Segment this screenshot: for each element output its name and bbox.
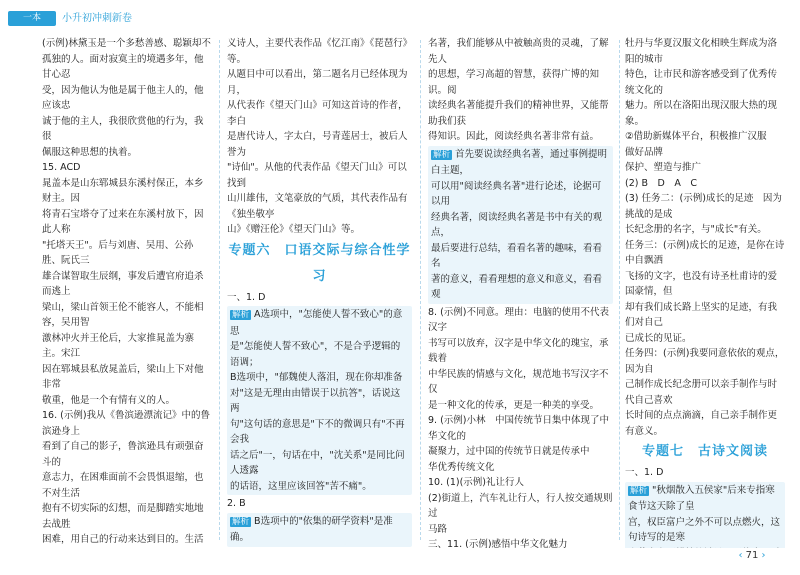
answer-text: 抱有不切实际的幻想，而是脚踏实地地去战胜 <box>42 503 204 530</box>
answer-line <box>428 460 613 476</box>
answer-text: 却有我们成长路上坚实的足迹，有我们对自己 <box>625 301 778 328</box>
note-line <box>431 179 610 210</box>
answer-text: 因在郓城县私放晁盖后，梁山上下对他非常 <box>42 363 204 390</box>
answer-text: 激林冲火并王伦后，大家推晁盖为寨主。宋江 <box>42 332 195 359</box>
note-text: "秋烟散入五侯家"后来专指寒食节这天除了皇 <box>628 484 775 512</box>
text-line: 名著，我们能够从中被触高贵的灵魂，了解先人 <box>428 38 609 65</box>
answer-line <box>625 408 785 439</box>
answer-line <box>42 160 212 176</box>
answer-line <box>428 413 613 444</box>
text-line: 是唐代诗人，字太白，号青莲居士，被后人誉为 <box>227 131 408 158</box>
note-line <box>431 210 610 241</box>
analysis-note <box>227 513 412 547</box>
text-line: 牡丹与华夏汉服文化相映生辉成为洛阳的城市 <box>625 38 778 65</box>
note-line <box>230 339 409 370</box>
answer-line <box>625 191 785 222</box>
answer-line <box>625 465 785 481</box>
note-text: 宫，权臣富户之外不可以点燃火，这句诗写的是寒 <box>628 516 781 543</box>
section-heading: 专题七 古诗文阅读 <box>641 444 768 459</box>
answer-line <box>42 501 212 532</box>
note-line <box>230 307 409 339</box>
note-text: 可以用"阅读经典名著"进行论述，论据可以用 <box>431 180 602 207</box>
text-line: 诚于他的主人，我很欣赏他的行为，我很 <box>42 115 204 142</box>
note-line <box>431 272 610 303</box>
answer-text: B D A C <box>641 177 697 189</box>
answer-column-2 <box>227 36 412 548</box>
note-line <box>230 479 409 495</box>
note-text: 最后要进行总结，看看名著的趣味，看看名 <box>431 242 603 269</box>
analysis-tag: 解析 <box>232 516 250 527</box>
answer-text: 雄合谋智取生辰纲，事发后遭官府追杀而逃上 <box>42 270 204 297</box>
answer-text: 困难，用自己的行动来达到目的。生活 <box>42 534 204 545</box>
answer-text: 飞扬的文字，也没有诗圣杜甫诗的爱国豪情，但 <box>625 270 778 297</box>
answer-line <box>42 470 212 501</box>
note-line <box>230 386 409 417</box>
note-line <box>230 417 409 448</box>
answer-line <box>625 222 785 238</box>
answer-text: 书写可以放弃，汉字是中华文化的瑰宝，承载着 <box>428 337 609 364</box>
answer-line <box>42 331 212 362</box>
column-divider <box>619 40 620 540</box>
answer-text: 任务四：(示例)我要同意依依的观点，因为自 <box>625 348 785 375</box>
question-number: 一、1. <box>625 467 657 478</box>
question-number: 三、11. <box>428 539 466 548</box>
answer-text: 意志力，在困难面前不会畏惧退缩，也不对生活 <box>42 472 204 499</box>
answer-line <box>625 238 785 269</box>
answer-text: (示例)我从《鲁滨逊漂流记》中的鲁滨逊身上 <box>42 410 211 437</box>
answer-line <box>42 207 212 238</box>
note-line <box>230 514 409 546</box>
answer-line <box>42 362 212 393</box>
note-text: 话之后"一，句话在中，"沈关系"是同比问人透露 <box>230 449 405 476</box>
answer-line <box>428 475 613 491</box>
note-text: A选项中，"怎能使人誓不致心"的意思 <box>230 309 403 337</box>
answer-column-4 <box>625 36 785 548</box>
question-number: 10. <box>428 477 447 488</box>
answer-line <box>428 336 613 367</box>
answer-text: 梁山，梁山首领王伦不能容人，不能相容，吴用智 <box>42 301 204 328</box>
text-line: 特色，让市民和游客感受到了优秀传统文化的 <box>625 69 778 96</box>
note-text: 著的意义，看看理想的意义和意义，看看观 <box>431 273 603 300</box>
analysis-tag: 解析 <box>232 310 250 320</box>
answer-text: (2)街道上，汽车礼让行人，行人按交通规则过 <box>428 492 613 519</box>
answer-line <box>428 444 613 460</box>
text-line: "诗仙"。从他的代表作品《望天门山》可以找到 <box>227 162 407 189</box>
answer-line <box>42 269 212 300</box>
answer-text: 任务三：(示例)成长的足迹，是你在诗中自飘洒 <box>625 239 785 266</box>
section-heading: 专题六 口语交际与综合性学习 <box>228 242 411 284</box>
answer-column-3 <box>428 36 613 548</box>
answer-text: 看到了自己的影子，鲁滨逊具有顽强奋斗的 <box>42 441 204 468</box>
answer-text: (示例)感悟中华文化魅力 <box>465 539 568 548</box>
question-number: 9. <box>428 415 441 426</box>
page-header <box>0 0 800 36</box>
question-number: 16. <box>42 410 61 421</box>
answer-line <box>428 537 613 548</box>
analysis-note <box>428 146 613 304</box>
text-line: 山》《赠汪伦》《望天门山》等。 <box>227 224 361 235</box>
answer-line <box>428 398 613 414</box>
answer-text: 任务二：(示例)成长的足迹 因为挑战的是成 <box>625 193 782 220</box>
analysis-tag: 解析 <box>630 485 648 496</box>
note-line <box>628 483 782 515</box>
answer-line <box>428 491 613 522</box>
answer-line <box>625 176 785 192</box>
note-text: 的话语，这里应该回答"苦不痛"。 <box>230 480 372 492</box>
answer-text: 敬重，他是一个有情有义的人。 <box>42 394 176 406</box>
note-line <box>230 370 409 386</box>
text-line: 山川雄伟，文笔豪放的气质，其代表作品有《独坐敬亭 <box>227 193 408 220</box>
answer-column-1 <box>42 36 212 548</box>
analysis-note <box>625 482 785 549</box>
text-line: 孤独的人。面对寂寞主的境遇多年，他甘心忍 <box>42 53 204 80</box>
series-title: 小升初冲刺新卷 <box>62 13 132 24</box>
note-text: 句"这句话的意思是"下不的微调只有"不再会我 <box>230 418 405 445</box>
answer-line <box>42 439 212 470</box>
prev-arrow-icon[interactable]: ‹ <box>738 550 743 561</box>
question-number: 一、1. <box>227 291 259 303</box>
text-line: 的思想，学习高超的智慧，获得广博的知识。阅 <box>428 69 600 96</box>
question-number: 15. <box>42 162 61 173</box>
answer-line <box>227 496 412 512</box>
answer-text: 长时间的点点滴滴，自己亲手制作更有意义。 <box>625 410 778 437</box>
text-line: 受，因为他认为他是属于他主人的，他应该忠 <box>42 84 204 111</box>
answer-line <box>428 305 613 336</box>
note-line <box>431 147 610 179</box>
text-line: 得知识。因此，阅读经典名著非常有益。 <box>428 131 600 142</box>
answer-line <box>625 346 785 377</box>
answer-line <box>625 377 785 408</box>
answer-text: 华优秀传统文化 <box>428 461 495 473</box>
answer-line <box>42 238 212 269</box>
answer-text: D <box>258 291 266 303</box>
note-line <box>230 448 409 479</box>
analysis-tag: 解析 <box>433 149 451 160</box>
note-text: 对"这是无理由由错误于以抗答"，话说这两 <box>230 387 401 414</box>
question-number: (3) <box>625 193 642 204</box>
answer-line <box>42 408 212 439</box>
note-text: 首先要说读经典名著，通过事例提明白主题， <box>431 148 608 176</box>
column-divider <box>420 40 421 540</box>
analysis-note <box>227 306 412 495</box>
answer-text: 晁盖本是山东郓城县东溪村保正，本乡财主。因 <box>42 177 204 204</box>
text-line: (示例)林黛玉是一个多愁善感、聪颖却不 <box>42 38 211 49</box>
note-text: B选项中的"依集的研学资料"是准确。 <box>230 515 393 543</box>
answer-text: 中华民族的情感与文化，规范地书写汉字不仅 <box>428 368 609 395</box>
answer-text: (示例)不同意。理由：电脑的使用不代表汉字 <box>428 306 610 333</box>
column-divider <box>219 40 220 540</box>
answer-text: ACD <box>60 162 81 173</box>
text-line: 从代表作《望天门山》可知这首诗的作者，李白 <box>227 100 408 127</box>
answer-line <box>42 393 212 409</box>
answer-text: 己制作成长纪念册可以亲手制作与时代自己喜欢 <box>625 379 778 406</box>
text-line: 保护、塑造与推广 <box>625 162 702 173</box>
answer-line <box>42 532 212 548</box>
question-number: 2. <box>227 498 240 509</box>
text-line: 佩服这种思想的执着。 <box>42 146 138 158</box>
text-line: 从题目中可以看出，第二题名月已经体现为月， <box>227 69 408 96</box>
answer-line <box>428 522 613 538</box>
text-line: 读经典名著能提升我们的精神世界，又能帮助我们获 <box>428 100 609 127</box>
page-number <box>722 548 782 564</box>
answer-text: 已成长的见证。 <box>625 332 692 344</box>
answer-line <box>625 269 785 300</box>
answer-text: 长纪念册的名字，与"成长"有关。 <box>625 224 767 235</box>
answer-line <box>227 290 412 306</box>
question-number: (2) <box>625 177 642 189</box>
note-text: 经典名著，阅读经典名著是书中有关的观点， <box>431 211 603 238</box>
answer-line <box>625 331 785 347</box>
answer-text: (示例)小林 中国传统节日集中体现了中华文化的 <box>428 415 610 442</box>
answer-text: 凝聚力，过中国的传统节日就是传承中 <box>428 446 590 457</box>
text-line: 义诗人，主要代表作品《忆江南》《琵琶行》等。 <box>227 38 408 65</box>
answer-line <box>428 367 613 398</box>
answer-text: "托塔天王"。后与刘唐、吴用、公孙胜、阮氏三 <box>42 239 194 266</box>
note-text: B选项中，"郁魏使人落泪，现在你却准备 <box>230 372 403 383</box>
answer-line <box>625 300 785 331</box>
note-line <box>628 515 782 546</box>
answer-text: 是一种文化的传承，更是一种美的享受。 <box>428 399 600 411</box>
note-line <box>431 241 610 272</box>
next-arrow-icon[interactable]: › <box>761 550 766 561</box>
answer-text: D <box>656 467 664 478</box>
logo-badge: 一本 <box>8 11 56 26</box>
answer-text: B <box>239 498 246 509</box>
note-text: 是"怎能使人誓不致心"，不是合乎逻辑的语调； <box>230 341 401 368</box>
question-number: 8. <box>428 306 441 318</box>
text-line: ②借助新媒体平台，积极推广汉服 做好品牌 <box>625 131 777 158</box>
page-number-text: 71 <box>745 550 759 561</box>
answer-line <box>42 300 212 331</box>
answer-text: 将青石宝塔夺了过来在东溪村放下，因此人称 <box>42 208 204 235</box>
answer-line <box>42 176 212 207</box>
answer-text: 马路 <box>428 523 448 535</box>
text-line: 魅力。所以在洛阳出现汉服大热的现象。 <box>625 100 778 127</box>
answer-text: (1)(示例)礼让行人 <box>446 477 525 488</box>
answer-line <box>227 548 412 549</box>
